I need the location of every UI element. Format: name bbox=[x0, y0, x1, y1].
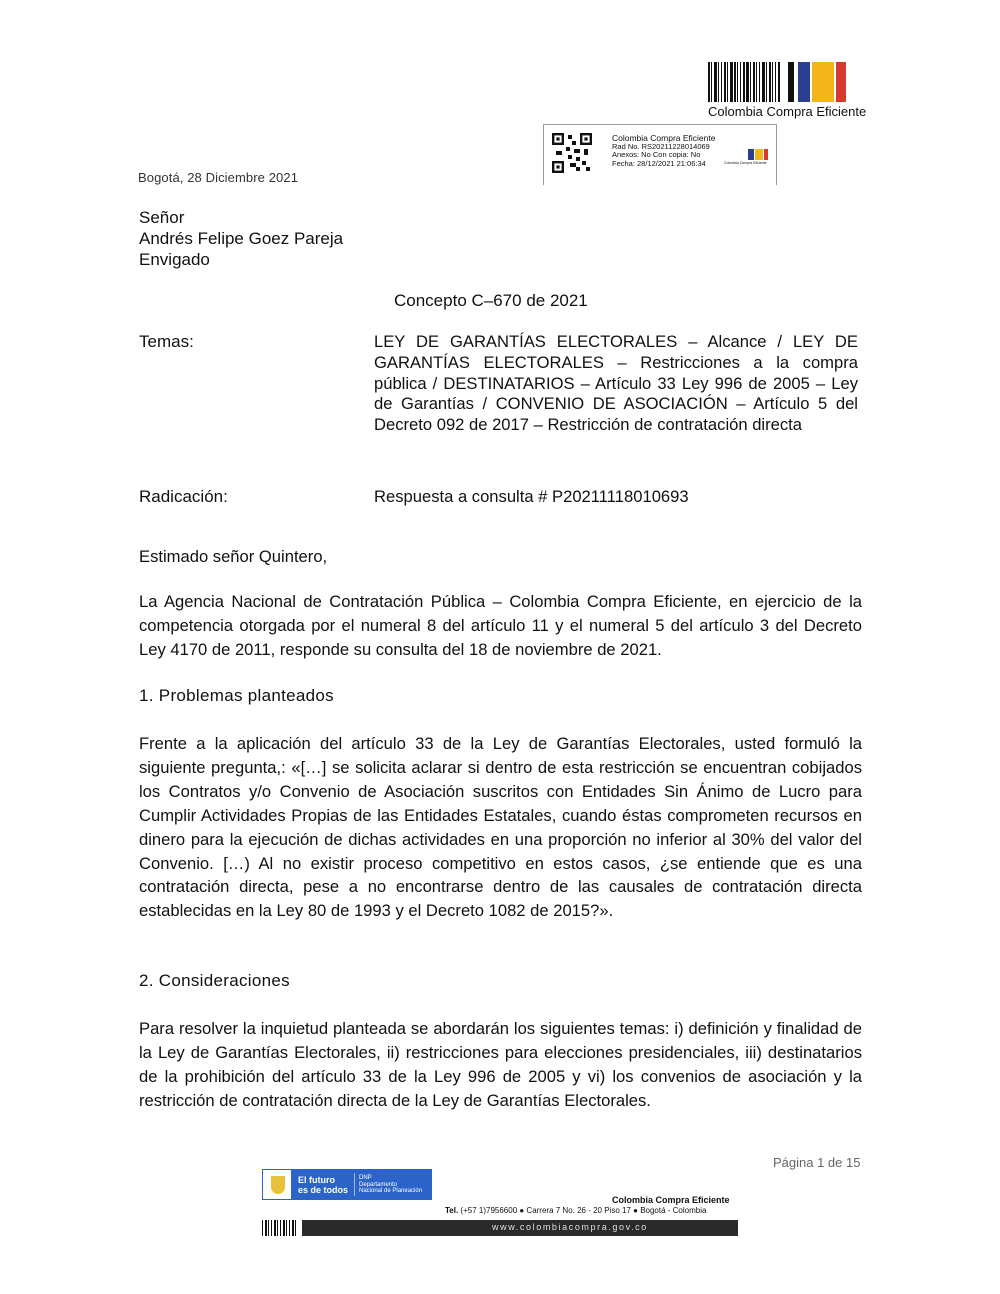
page-number: Página 1 de 15 bbox=[773, 1155, 861, 1170]
gov-divider bbox=[354, 1173, 355, 1196]
colombia-compra-logo bbox=[708, 62, 867, 120]
barcode-stripe bbox=[733, 149, 734, 160]
barcode-stripe bbox=[289, 1220, 290, 1236]
radicacion-value: Respuesta a consulta # P20211118010693 bbox=[374, 487, 689, 506]
section-2-paragraph: Para resolver la inquietud planteada se abordarán los siguientes temas: i) definición y finalidad de la Ley de Garantías Electorales, ii) restricciones para elecciones presidenciales, iii) destinatarios de la prohibición del artículo 33 de la Ley 996 de 2005 y vi) los convenios de asociación y la restricción de contratación directa de la Ley de Garantías Electorales. bbox=[139, 1019, 862, 1110]
dnp-text bbox=[359, 1175, 422, 1195]
barcode-stripe bbox=[766, 62, 767, 102]
qr-code-icon bbox=[552, 133, 592, 173]
government-logo bbox=[262, 1169, 432, 1200]
footer-url[interactable]: www.colombiacompra.gov.co bbox=[492, 1222, 648, 1232]
section-1-paragraph: Frente a la aplicación del artículo 33 de la Ley de Garantías Electorales, usted formuló la siguiente pregunta,: «[…] se solicita aclarar si dentro de esta restricción se encuentran cobijados los Contratos y/o Convenio de Asociación suscritos con Entidades Sin Ánimo de Lucro para Cumplir Actividades Propias de las Entidades Estatales, cuando éstas comprometen recursos en dinero para la ejecución de dichas actividades en una proporción no inferior al 30% del valor del Convenio. […) Al no existir proceso competitivo en estos casos, ¿se entiende que es una contratación directa, pese a no encontrarse dentro de las causales de contratación directa establecidas en la Ley 80 de 1993 y el Decreto 1082 de 2015?». bbox=[139, 734, 862, 921]
dnp-line2: Departamento bbox=[359, 1181, 398, 1188]
coat-of-arms-icon bbox=[262, 1169, 292, 1200]
barcode-stripe bbox=[736, 149, 737, 160]
recipient-name: Andrés Felipe Goez Pareja bbox=[139, 229, 344, 248]
footer-barcode bbox=[262, 1220, 300, 1236]
stamp-mini-logo-text: Colombia Compra Eficiente bbox=[724, 161, 767, 165]
gov-slogan bbox=[298, 1175, 348, 1195]
barcode-stripe bbox=[730, 62, 733, 102]
barcode-stripe bbox=[711, 62, 712, 102]
logo-text: Colombia Compra Eficiente bbox=[708, 104, 867, 119]
barcode-stripe bbox=[730, 149, 732, 160]
section-2-title: 2. Consideraciones bbox=[139, 971, 290, 990]
barcode-stripe bbox=[721, 62, 722, 102]
barcode-stripe bbox=[724, 62, 726, 102]
section-1-title: 1. Problemas planteados bbox=[139, 686, 334, 705]
barcode-stripe bbox=[745, 149, 746, 160]
concept-number: Concepto C‒670 de 2021 bbox=[394, 291, 588, 310]
stamp-rad: Rad No. RS20211228014069 bbox=[612, 141, 710, 151]
letter-date: Bogotá, 28 Diciembre 2021 bbox=[138, 170, 299, 185]
barcode-stripe bbox=[280, 1220, 281, 1236]
barcode-stripe bbox=[708, 62, 710, 102]
footer-contact-text: (+57 1)7956600 ● Carrera 7 No. 26 - 20 Piso 17 ● Bogotá - Colombia bbox=[460, 1206, 707, 1215]
filing-stamp bbox=[543, 124, 777, 185]
barcode-stripe bbox=[714, 62, 717, 102]
barcode-stripe bbox=[742, 149, 743, 160]
barcode-stripe bbox=[262, 1220, 263, 1236]
barcode-stripe bbox=[268, 1220, 269, 1236]
barcode-stripe bbox=[724, 149, 725, 160]
barcode-stripe bbox=[727, 149, 728, 160]
radicacion-label: Radicación: bbox=[139, 487, 228, 506]
salutation-title: Señor bbox=[139, 208, 185, 227]
barcode-stripe bbox=[734, 62, 736, 102]
barcode-stripe bbox=[762, 62, 765, 102]
gov-slogan-line1: El futuro bbox=[298, 1175, 335, 1185]
stamp-fecha: Fecha: 28/12/2021 21:06:34 bbox=[612, 158, 706, 168]
dnp-line3: Nacional de Planeación bbox=[359, 1188, 423, 1194]
barcode-stripe bbox=[274, 1220, 276, 1236]
temas-label: Temas: bbox=[139, 332, 194, 351]
barcode-stripe bbox=[286, 1220, 287, 1236]
barcode-stripe bbox=[292, 1220, 294, 1236]
footer-bar bbox=[262, 1220, 738, 1236]
barcode-stripe bbox=[295, 1220, 296, 1236]
logo-blue-block bbox=[798, 62, 810, 102]
logo-red-block bbox=[836, 62, 846, 102]
barcode-stripe bbox=[772, 62, 773, 102]
footer-contact bbox=[445, 1206, 706, 1215]
footer-tel-label: Tel. bbox=[445, 1206, 459, 1215]
barcode-stripe bbox=[778, 62, 780, 102]
footer-url-bar bbox=[302, 1220, 738, 1236]
barcode-stripe bbox=[737, 62, 738, 102]
footer-company: Colombia Compra Eficiente bbox=[612, 1195, 730, 1205]
barcode-stripe bbox=[277, 1220, 278, 1236]
recipient-city: Envigado bbox=[139, 250, 210, 269]
stamp-mini-logo bbox=[724, 149, 770, 167]
barcode-stripe bbox=[718, 62, 719, 102]
stamp-org: Colombia Compra Eficiente bbox=[612, 133, 716, 143]
barcode-stripe bbox=[753, 62, 755, 102]
dnp-line1: DNP bbox=[359, 1175, 372, 1181]
barcode-stripe bbox=[265, 1220, 267, 1236]
barcode-stripe bbox=[743, 62, 745, 102]
intro-paragraph: La Agencia Nacional de Contratación Pública – Colombia Compra Eficiente, en ejercicio de la competencia otorgada por el numeral 8 del artículo 11 y el numeral 5 del artículo 3 del Decreto Ley 4170 de 2011, responde su consulta del 18 de noviembre de 2021. bbox=[139, 592, 862, 659]
barcode-stripe bbox=[746, 62, 749, 102]
barcode-stripe bbox=[727, 62, 728, 102]
barcode-stripe bbox=[740, 62, 741, 102]
barcode-stripe bbox=[283, 1220, 285, 1236]
logo-black-block bbox=[788, 62, 794, 102]
barcode-stripe bbox=[759, 62, 760, 102]
stamp-anexos: Anexos: No Con copia: No bbox=[612, 150, 701, 159]
barcode-stripe bbox=[271, 1220, 272, 1236]
temas-text: LEY DE GARANTÍAS ELECTORALES – Alcance / LEY DE GARANTÍAS ELECTORALES – Restricciones a la compra pública / DESTINATARIOS – Artículo 33 Ley 996 de 2005 – Ley de Garantías / CONVENIO DE ASOCIACIÓN – Artículo 5 del Decreto 092 de 2017 – Restricción de contratación directa bbox=[374, 332, 858, 435]
barcode-stripe bbox=[739, 149, 741, 160]
gov-slogan-line2: es de todos bbox=[298, 1185, 349, 1195]
greeting: Estimado señor Quintero, bbox=[139, 547, 328, 566]
logo-yellow-block bbox=[812, 62, 834, 102]
barcode-stripe bbox=[769, 62, 771, 102]
barcode-stripe bbox=[750, 62, 751, 102]
stamp-text bbox=[612, 134, 715, 168]
barcode-stripe bbox=[756, 62, 757, 102]
barcode-stripe bbox=[775, 62, 776, 102]
